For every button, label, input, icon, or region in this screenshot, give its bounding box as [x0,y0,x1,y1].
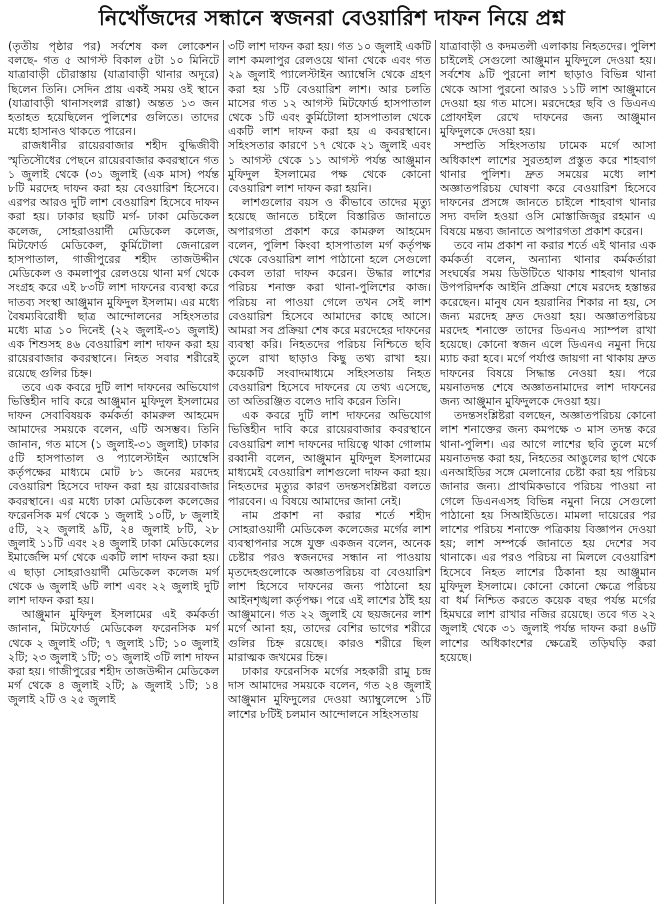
column-2 [224,40,436,904]
paragraph: তদন্তসংশ্লিষ্টরা বলছেন, অজ্ঞাতপরিচয় কোনো লাশ শনাক্তের জন্য কমপক্ষে ৩ মাস তদন্ত করে থানা-পুলিশ। এর আগে লাশের ছবি তুলে মর্গে ময়নাতদন্ত করা হয়, নিহতের আঙুলের ছাপ থেকে এনআইডির সঙ্গে মেলানোর চেষ্টা করা হয় পরিচয় জানার জন্য। প্রাথমিকভাবে পরিচয় পাওয়া না গেলে ডিএনএসহ বিভিন্ন নমুনা নিয়ে সেগুলো পাঠানো হয় সিআইডিতে। মামলা দায়েরের পর লাশের পরিচয় শনাক্তে পত্রিকায় বিজ্ঞাপন দেওয়া হয়; লাশ সম্পর্কে জানাতে হয় দেশের সব থানাকে। এর পরও পরিচয় না মিললে বেওয়ারিশ হিসেবে নিহত লাশের ঠিকানা হয় আঞ্জুমান মুফিদুল ইসলামে। কোনো কোনো ক্ষেত্রে পরিচয় বা ধর্ম নিশ্চিত করতে কয়েক বছর পর্যন্ত মর্গের হিমঘরে লাশ রাখার নজির রয়েছে। তবে গত ২২ জুলাই থেকে ৩১ জুলাই পর্যন্ত দাফন করা ৪৬টি লাশের অধিকাংশের ক্ষেত্রেই তড়িঘড়ি করা হয়েছে। [440,409,656,664]
paragraph: তবে নাম প্রকাশ না করার শর্তে এই থানার এক কর্মকর্তা বলেন, অন্যান্য থানার কর্মকর্তারা সংঘর্ষের সময় ডিউটিতে থাকায় শাহবাগ থানার উপপরিদর্শক আইনি প্রক্রিয়া শেষে মরদেহ হস্তান্তর করেছেন। মানুষ যেন হয়রানির শিকার না হয়, সে জন্য মরদেহ দ্রুত দেওয়া হয়। অজ্ঞাতপরিচয় মরদেহ শনাক্তে তাদের ডিএনএ স্যাম্পল রাখা হয়েছে। কোনো স্বজন এলে ডিএনএ নমুনা দিয়ে ম্যাচ করা হবে। মর্গে পর্যাপ্ত জায়গা না থাকায় দ্রুত দাফনের বিষয়ে সিদ্ধান্ত নেওয়া হয়। পরে ময়নাতদন্ত শেষে অজ্ঞাতনামাদের লাশ দাফনের জন্য আঞ্জুমান মুফিদুলকে দেওয়া হয়। [440,238,656,409]
paragraph: নাম প্রকাশ না করার শর্তে শহীদ সোহরাওয়ার্দী মেডিকেল কলেজের মর্গের লাশ ব্যবস্থাপনার সঙ্গে যুক্ত একজন বলেন, অনেক চেষ্টার পরও স্বজনদের সন্ধান না পাওয়ায় মৃতদেহগুলোকে অজ্ঞাতপরিচয় বা বেওয়ারিশ লাশ হিসেবে দাফনের জন্য পাঠানো হয় আইনশৃঙ্খলা কর্তৃপক্ষ। পরে এই লাশের ঠাঁই হয় আঞ্জুমানে। গত ২২ জুলাই যে ছয়জনের লাশ মর্গে আনা হয়, তাদের বেশির ভাগের শরীরে গুলির চিহ্ন রয়েছে। কারও শরীরে ছিল মারাত্মক জখমের চিহ্ন। [228,508,431,664]
paragraph: লাশগুলোর বয়স ও কীভাবে তাদের মৃত্যু হয়েছে জানতে চাইলে বিস্তারিত জানাতে অপারগতা প্রকাশ করে কামরুল আহমেদ বলেন, পুলিশ কিংবা হাসপাতাল মর্গ কর্তৃপক্ষ থেকে বেওয়ারিশ লাশ পাঠানো হলে সেগুলো কেবল তারা দাফন করেন। উদ্ধার লাশের পরিচয় শনাক্ত করা থানা-পুলিশের কাজ। পরিচয় না পাওয়া গেলে তখন সেই লাশ বেওয়ারিশ হিসেবে আমাদের কাছে আসে। আমরা সব প্রক্রিয়া শেষ করে মরদেহের দাফনের ব্যবস্থা করি। নিহতদের পরিচয় নিশ্চিতে ছবি তুলে রাখা ছাড়াও কিছু তথ্য রাখা হয়। কয়েকটি সংবাদমাধ্যমে সহিংসতায় নিহত বেওয়ারিশ হিসেবে দাফনের যে তথ্য এসেছে, তা অতিরঞ্জিত বলেও দাবি করেন তিনি। [228,196,431,409]
paragraph: রাজধানীর রায়েরবাজার শহীদ বুদ্ধিজীবী স্মৃতিসৌধের পেছনে রায়েরবাজার কবরস্থানে গত ১ জুলাই থেকে (৩১ জুলাই (এক মাস) পর্যন্ত ৮টি মরদেহ দাফন করা হয় বেওয়ারিশ হিসেবে। এরপর আরও দুটি লাশ বেওয়ারিশ হিসেবে দাফন করা হয়। ঢাকার ছয়টি মর্গ- ঢাকা মেডিকেল কলেজ, সোহরাওয়ার্দী মেডিকেল কলেজ, মিটফোর্ড মেডিকেল, কুর্মিটোলা জেনারেল হাসপাতাল, গাজীপুরের শহীদ তাজউদ্দীন মেডিকেল ও কমলাপুর রেলওয়ে থানা মর্গ থেকে সংগ্রহ করে এই ৮৩টি লাশ দাফনের ব্যবস্থা করে দাতব্য সংস্থা আঞ্জুমান মুফিদুল ইসলাম। এর মধ্যে বৈষম্যবিরোধী ছাত্র আন্দোলনের সহিংসতার মধ্যে মাত্র ১০ দিনেই (২২ জুলাই-৩১ জুলাই) এক শিশুসহ ৪৬ বেওয়ারিশ লাশ দাফন করা হয় রায়েরবাজার কবরস্থানে। নিহত সবার শরীরেই রয়েছে গুলির চিহ্ন। [8,139,219,380]
paragraph: তবে এক কবরে দুটি লাশ দাফনের অভিযোগ ভিত্তিহীন দাবি করে আঞ্জুমান মুফিদুল ইসলামের দাফন সেবাবিষয়ক কর্মকর্তা কামরুল আহমেদ আমাদের সময়কে বলেন, এটি অসম্ভব। তিনি জানান, গত মাসে (১ জুলাই-৩১ জুলাই) ঢাকার ৫টি হাসপাতাল ও প্যালেস্টাইন অ্যাম্বেসি কর্তৃপক্ষের মাধ্যমে মোট ৮১ জনের মরদেহ বেওয়ারিশ হিসেবে দাফন করা হয় রায়েরবাজার কবরস্থানে। এর মধ্যে ঢাকা মেডিকেল কলেজের ফরেনসিক মর্গ থেকে ১ জুলাই ১০টি, ৮ জুলাই ৫টি, ২২ জুলাই ৯টি, ২৪ জুলাই ৮টি, ২৮ জুলাই ১১টি এবং ২৪ জুলাই ঢাকা মেডিকেলের ইমার্জেন্সি মর্গ থেকে একটি লাশ দাফন করা হয়। এ ছাড়া সোহরাওয়ার্দী মেডিকেল কলেজ মর্গ থেকে ৬ জুলাই ৬টি লাশ এবং ২২ জুলাই দুটি লাশ দাফন করা হয়। [8,380,219,607]
paragraph: যাত্রাবাড়ী ও কদমতলী এলাকায় নিহতদের। পুলিশ চাইলেই সেগুলো আঞ্জুমান মুফিদুলে দেওয়া হয়। সর্বশেষ ৯টি পুরনো লাশ ছাড়াও বিভিন্ন থানা থেকে আসা পুরনো আরও ১১টি লাশ আঞ্জুমানে দেওয়া হয় গত মাসে। মরদেহের ছবি ও ডিএনএ প্রোফাইল রেখে দাফনের জন্য আঞ্জুমান মুফিদুলকে দেওয়া হয়। [440,40,656,139]
paragraph: এক কবরে দুটি লাশ দাফনের অভিযোগ ভিত্তিহীন দাবি করে রায়েরবাজার কবরস্থানে বেওয়ারিশ লাশ দাফনের দায়িত্বে থাকা গোলাম রব্বানী বলেন, আঞ্জুমান মুফিদুল ইসলামের মাধ্যমেই বেওয়ারিশ লাশগুলো দাফন করা হয়। নিহতদের মৃত্যুর কারণ তদন্তসংশ্লিষ্টরা বলতে পারবেন। এ বিষয়ে আমাদের জানা নেই। [228,409,431,508]
article-body [4,40,660,904]
paragraph: (তৃতীয় পৃষ্ঠার পর) সর্বশেষ কল লোকেশন বলছে- গত ৫ আগস্ট বিকাল ৫টা ১০ মিনিটে যাত্রাবাড়ী চৌরাস্তায় (যাত্রাবাড়ী থানার অদূরে) ছিলেন তিনি। সেদিন প্রায় একই সময় ওই স্থানে (যাত্রাবাড়ী থানাসংলগ্ন রাস্তা) অন্তত ১৩ জন হতাহত হয়েছিলেন পুলিশের গুলিতে। তাদের মধ্যে হাসানও থাকতে পারেন। [8,40,219,139]
paragraph: সম্প্রতি সহিংসতায় ঢামেক মর্গে আসা অধিকাংশ লাশের সুরতহাল প্রস্তুত করে শাহবাগ থানার পুলিশ। দ্রুত সময়ের মধ্যে লাশ অজ্ঞাতপরিচয় ঘোষণা করে বেওয়ারিশ হিসেবে দাফনের প্রসঙ্গে জানতে চাইলে শাহবাগ থানার সদ্য বদলি হওয়া ওসি মোস্তাজিজুর রহমান এ বিষয়ে মন্তব্য জানাতে অপারগতা প্রকাশ করেন। [440,139,656,238]
column-3 [436,40,660,904]
column-1 [4,40,224,904]
paragraph: আঞ্জুমান মুফিদুল ইসলামের এই কর্মকর্তা জানান, মিটফোর্ড মেডিকেল ফরেনসিক মর্গ থেকে ২ জুলাই ৩টি; ৭ জুলাই ১টি; ১০ জুলাই ২টি; ২৩ জুলাই ১টি; ৩১ জুলাই ৩টি লাশ দাফন করা হয়। গাজীপুরের শহীদ তাজউদ্দীন মেডিকেল মর্গ থেকে ৪ জুলাই ২টি; ৯ জুলাই ১টি; ১৪ জুলাই ২টি ও ২৫ জুলাই [8,608,219,707]
headline: নিখোঁজদের সন্ধানে স্বজনরা বেওয়ারিশ দাফন নিয়ে প্রশ্ন [98,5,566,30]
paragraph: ঢাকার ফরেনসিক মর্গের সহকারী রামু চন্দ্র দাস আমাদের সময়কে বলেন, গত ২৪ জুলাই আঞ্জুমান মুফিদুলের দেওয়া অ্যাম্বুলেন্সে ১টি লাশের ৮টিই চলমান আন্দোলনে সহিংসতায় [228,664,431,721]
paragraph: ৩টি লাশ দাফন করা হয়। গত ১০ জুলাই একটি লাশ কমলাপুর রেলওয়ে থানা থেকে এবং গত ২৯ জুলাই প্যালেস্টাইন অ্যাম্বেসি থেকে গ্রহণ করা হয় ১টি বেওয়ারিশ লাশ। আর চলতি মাসের গত ১২ আগস্ট মিটফোর্ড হাসপাতাল থেকে ১টি এবং কুর্মিটোলা হাসপাতাল থেকে একটি লাশ দাফন করা হয় এ কবরস্থানে। সহিংসতার কারণে ১৭ থেকে ২১ জুলাই এবং ১ আগস্ট থেকে ১১ আগস্ট পর্যন্ত আঞ্জুমান মুফিদুল ইসলামের পক্ষ থেকে কোনো বেওয়ারিশ লাশ দাফন করা হয়নি। [228,40,431,196]
